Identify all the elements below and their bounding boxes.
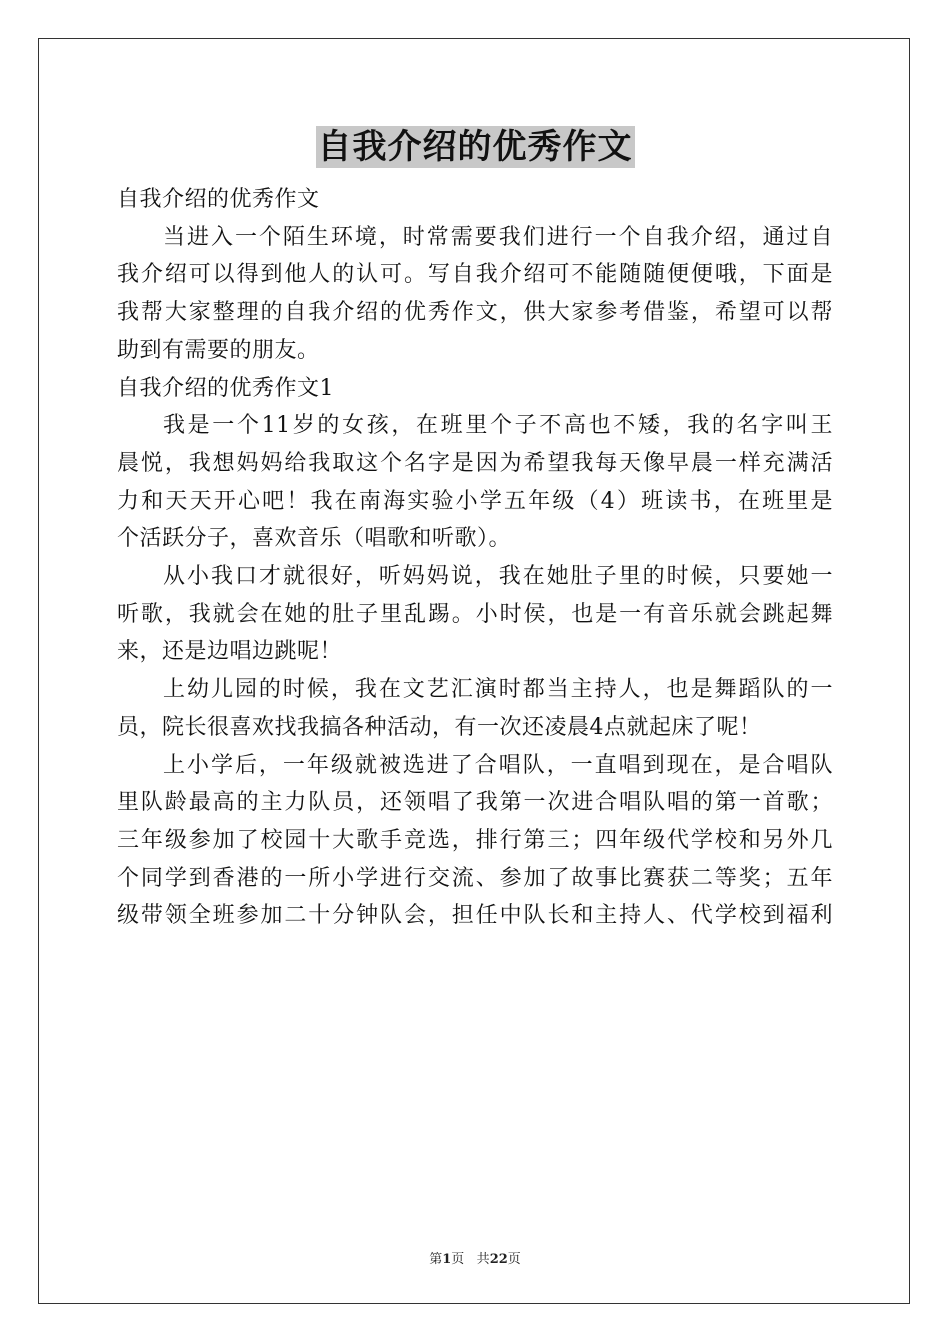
text-line: 当进入一个陌生环境，时常需要我们进行一个自我介绍，通过自	[163, 224, 833, 250]
text-line: 级带领全班参加二十分钟队会，担任中队长和主持人、代学校到福利	[117, 903, 833, 929]
page-footer	[0, 1248, 950, 1267]
section-heading: 自我介绍的优秀作文	[117, 187, 320, 212]
text-line: 个同学到香港的一所小学进行交流、参加了故事比赛获二等奖；五年	[117, 865, 833, 891]
text-line: 我帮大家整理的自我介绍的优秀作文，供大家参考借鉴，希望可以帮	[117, 300, 833, 326]
text-line: 我是一个11岁的女孩，在班里个子不高也不矮，我的名字叫王	[163, 413, 833, 439]
text-line: 上小学后，一年级就被选进了合唱队，一直唱到现在，是合唱队	[163, 752, 833, 778]
text-line: 听歌，我就会在她的肚子里乱踢。小时侯，也是一有音乐就会跳起舞	[117, 601, 833, 627]
document-body	[117, 181, 833, 935]
title-wrapper	[0, 126, 950, 168]
text-line: 三年级参加了校园十大歌手竞选，排行第三；四年级代学校和另外几	[117, 827, 833, 853]
text-line: 从小我口才就很好，听妈妈说，我在她肚子里的时候，只要她一	[163, 564, 833, 590]
text-line: 员，院长很喜欢找我搞各种活动，有一次还凌晨4点就起床了呢！	[117, 714, 762, 740]
section-heading: 自我介绍的优秀作文1	[117, 375, 334, 401]
text-line: 个活跃分子，喜欢音乐（唱歌和听歌）。	[117, 526, 512, 552]
text-line: 上幼儿园的时候，我在文艺汇演时都当主持人，也是舞蹈队的一	[163, 677, 833, 703]
total-prefix: 共	[476, 1252, 490, 1267]
text-line: 我介绍可以得到他人的认可。写自我介绍可不能随随便便哦，下面是	[117, 262, 833, 288]
total-suffix: 页	[507, 1252, 521, 1267]
text-line: 晨悦，我想妈妈给我取这个名字是因为希望我每天像早晨一样充满活	[117, 450, 833, 476]
total-pages: 22	[489, 1252, 508, 1267]
page-number: 1	[442, 1252, 452, 1267]
text-line: 助到有需要的朋友。	[117, 337, 320, 363]
text-line: 来，还是边唱边跳呢！	[117, 639, 343, 665]
page-label-prefix: 第	[429, 1252, 443, 1267]
text-line: 力和天天开心吧！我在南海实验小学五年级（4）班读书，在班里是	[117, 488, 833, 514]
document-title: 自我介绍的优秀作文	[317, 127, 633, 167]
text-line: 里队龄最高的主力队员，还领唱了我第一次进合唱队唱的第一首歌；	[117, 790, 833, 816]
page-label-suffix: 页	[451, 1252, 465, 1267]
